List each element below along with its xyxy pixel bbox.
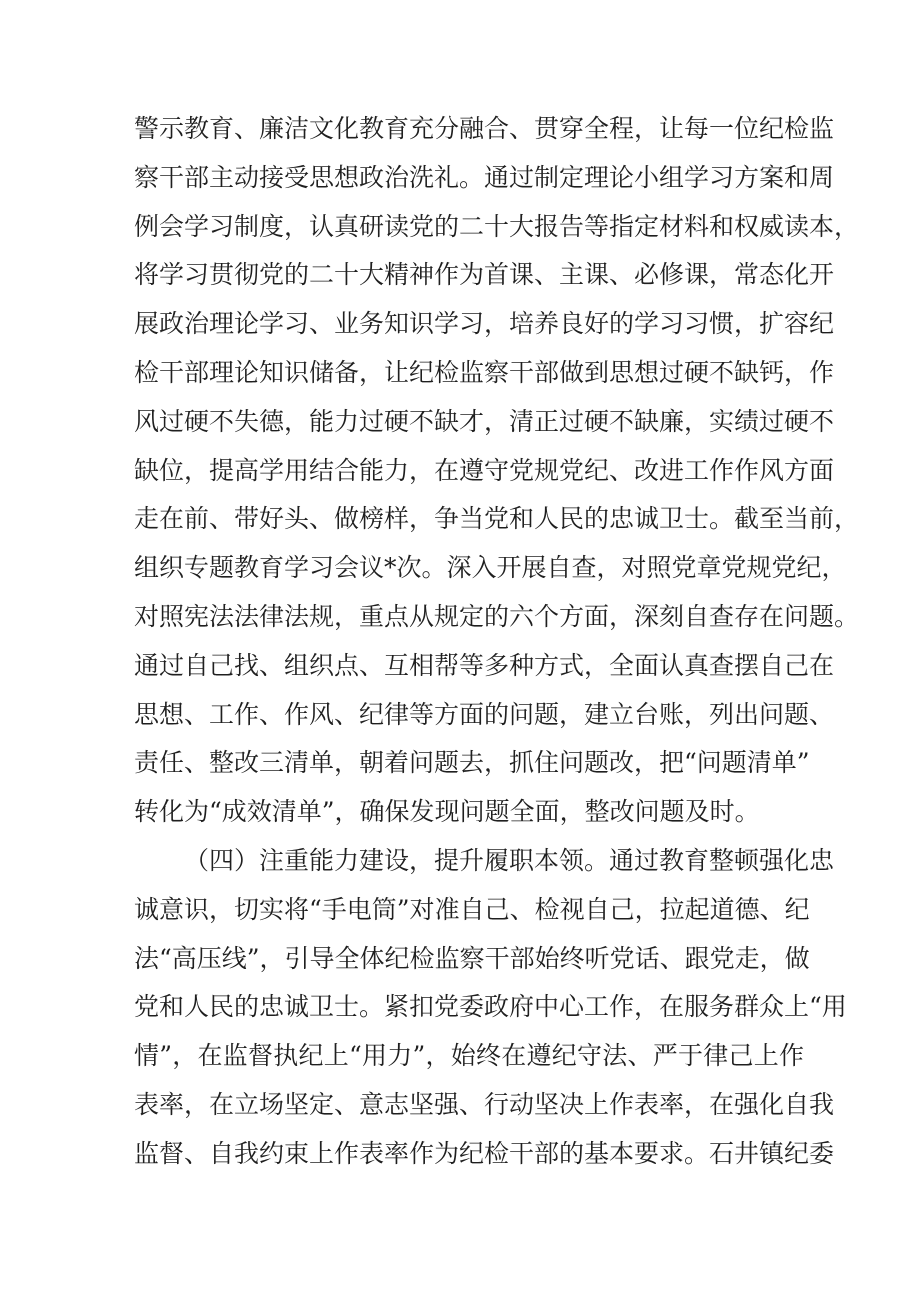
text-line: 法“高压线”，引导全体纪检监察干部始终听党话、跟党走，做: [134, 943, 810, 973]
text-line: 察干部主动接受思想政治洗礼。通过制定理论小组学习方案和周: [134, 162, 835, 192]
text-line: 诚意识，切实将“手电筒”对准自己、检视自己，拉起道德、纪: [134, 894, 810, 924]
text-line: 展政治理论学习、业务知识学习，培养良好的学习习惯，扩容纪: [134, 309, 835, 339]
text-line: 缺位，提高学用结合能力，在遵守党规党纪、改进工作作风方面: [134, 455, 835, 485]
body-text: [134, 105, 860, 1179]
text-line: 将学习贯彻党的二十大精神作为首课、主课、必修课，常态化开: [134, 260, 835, 290]
text-line: 检干部理论知识储备，让纪检监察干部做到思想过硬不缺钙，作: [134, 357, 835, 387]
text-line: 党和人民的忠诚卫士。紧扣党委政府中心工作，在服务群众上“用: [134, 992, 847, 1022]
paragraph-1: [134, 105, 860, 837]
text-line: 情”，在监督执纪上“用力”，始终在遵纪守法、严于律己上作: [134, 1041, 804, 1071]
section-heading-line: （四）注重能力建设，提升履职本领。通过教育整顿强化忠: [184, 845, 835, 875]
text-line: 组织专题教育学习会议*次。深入开展自查，对照党章党规党纪，: [134, 553, 847, 583]
text-line: 例会学习制度，认真研读党的二十大报告等指定材料和权威读本，: [134, 211, 860, 241]
text-line: 风过硬不失德，能力过硬不缺才，清正过硬不缺廉，实绩过硬不: [134, 406, 835, 436]
text-line: 监督、自我约束上作表率作为纪检干部的基本要求。石井镇纪委: [134, 1138, 835, 1168]
text-line: 转化为“成效清单”，确保发现问题全面，整改问题及时。: [134, 797, 760, 827]
paragraph-2: [134, 837, 847, 1179]
text-line: 表率，在立场坚定、意志坚强、行动坚决上作表率，在强化自我: [134, 1089, 835, 1119]
text-line: 走在前、带好头、做榜样，争当党和人民的忠诚卫士。截至当前，: [134, 504, 860, 534]
text-line: 责任、整改三清单，朝着问题去，抓住问题改，把“问题清单”: [134, 748, 810, 778]
text-line: 思想、工作、作风、纪律等方面的问题，建立台账，列出问题、: [134, 699, 835, 729]
text-line: 通过自己找、组织点、互相帮等多种方式，全面认真查摆自己在: [134, 650, 835, 680]
text-line: 对照宪法法律法规，重点从规定的六个方面，深刻自查存在问题。: [134, 601, 860, 631]
text-line: 警示教育、廉洁文化教育充分融合、贯穿全程，让每一位纪检监: [134, 114, 835, 143]
